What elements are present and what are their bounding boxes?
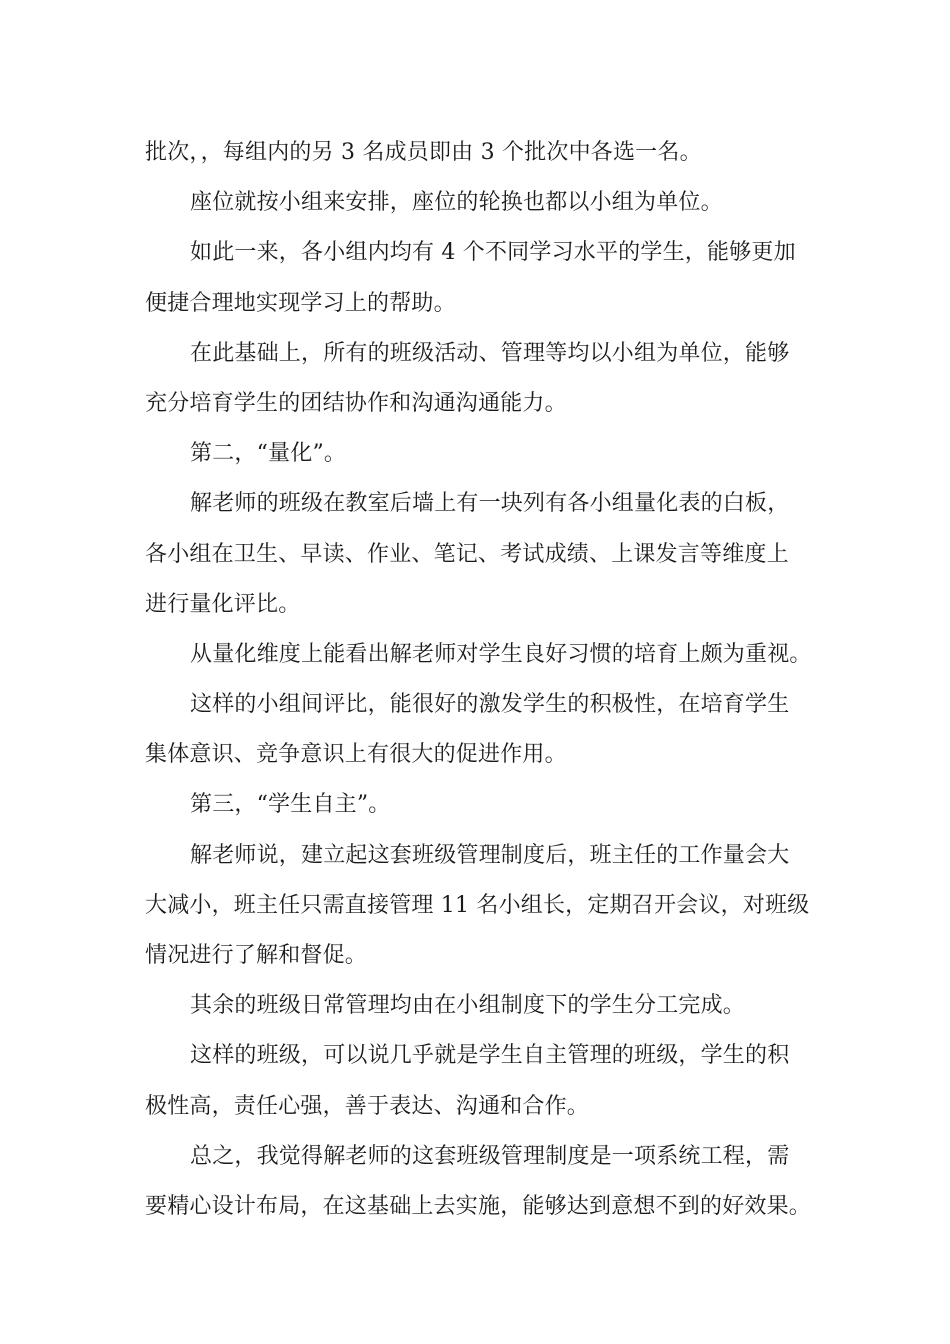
text-line: 总之，我觉得解老师的这套班级管理制度是一项系统工程，需 [190, 1143, 790, 1169]
text-line: 要精心设计布局，在这基础上去实施，能够达到意想不到的好效果。 [145, 1193, 812, 1219]
text-line: 解老师说，建立起这套班级管理制度后，班主任的工作量会大 [190, 842, 790, 868]
text-line: 解老师的班级在教室后墙上有一块列有各小组量化表的白板， [190, 491, 790, 517]
text-line: 这样的班级，可以说几乎就是学生自主管理的班级，学生的积 [190, 1043, 790, 1069]
section-heading: 第二，“量化”。 [190, 441, 347, 467]
section-heading: 第三，“学生自主”。 [190, 792, 391, 818]
text-line: 进行量化评比。 [145, 591, 301, 617]
text-line: 从量化维度上能看出解老师对学生良好习惯的培育上颇为重视。 [190, 641, 812, 667]
text-line: 集体意识、竞争意识上有很大的促进作用。 [145, 742, 567, 768]
text-line: 在此基础上，所有的班级活动、管理等均以小组为单位，能够 [190, 340, 790, 366]
text-line: 便捷合理地实现学习上的帮助。 [145, 290, 456, 316]
text-line: 座位就按小组来安排，座位的轮换也都以小组为单位。 [190, 190, 723, 216]
text-line: 这样的小组间评比，能很好的激发学生的积极性，在培育学生 [190, 692, 790, 718]
text-line: 如此一来，各小组内均有 4 个不同学习水平的学生，能够更加 [190, 240, 796, 266]
text-line: 极性高，责任心强，善于表达、沟通和合作。 [145, 1093, 590, 1119]
text-line: 批次，，每组内的另 3 名成员即由 3 个批次中各选一名。 [145, 140, 702, 165]
text-line: 其余的班级日常管理均由在小组制度下的学生分工完成。 [190, 993, 746, 1019]
document-body [145, 128, 810, 1232]
text-line: 情况进行了解和督促。 [145, 943, 368, 968]
text-line: 各小组在卫生、早读、作业、笔记、考试成绩、上课发言等维度上 [145, 541, 789, 567]
text-line: 充分培育学生的团结协作和沟通沟通能力。 [145, 390, 567, 416]
text-line: 大减小，班主任只需直接管理 11 名小组长，定期召开会议，对班级 [145, 892, 810, 918]
